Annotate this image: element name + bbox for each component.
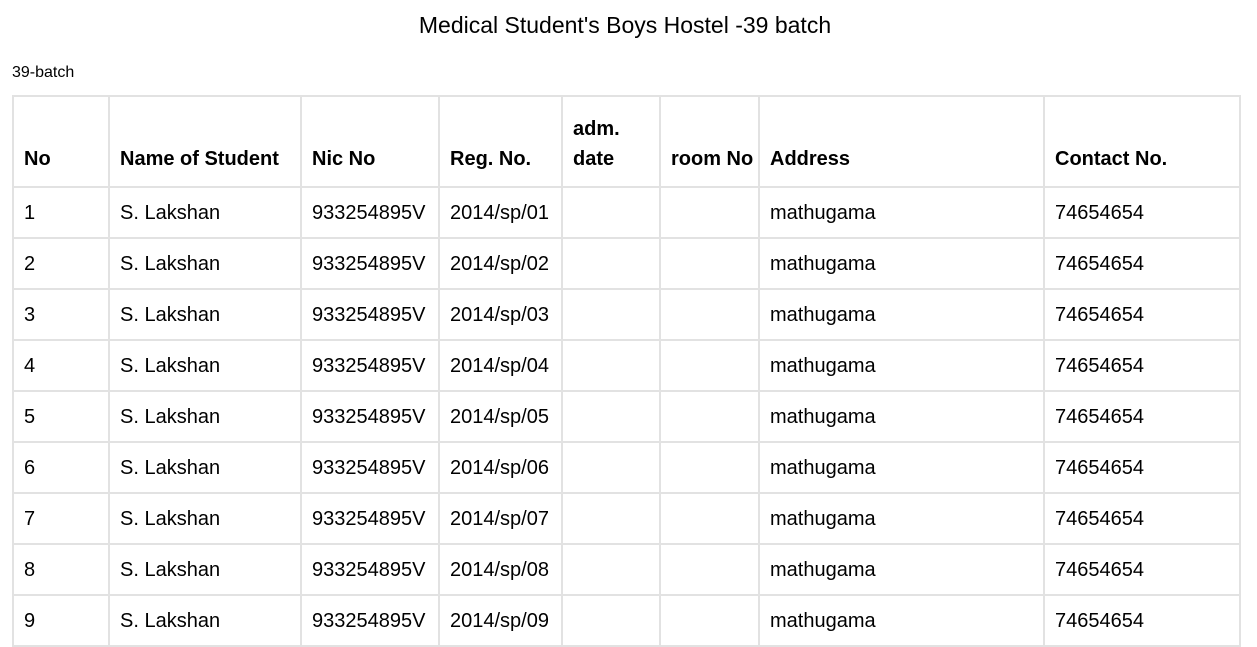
cell-contact: 74654654 — [1044, 442, 1240, 493]
header-contact: Contact No. — [1044, 96, 1240, 187]
cell-nic: 933254895V — [301, 187, 439, 238]
table-row — [13, 187, 1240, 238]
cell-name: S. Lakshan — [109, 493, 301, 544]
cell-room — [660, 340, 759, 391]
cell-nic: 933254895V — [301, 493, 439, 544]
cell-room — [660, 544, 759, 595]
cell-no: 5 — [13, 391, 109, 442]
cell-no: 7 — [13, 493, 109, 544]
cell-name: S. Lakshan — [109, 442, 301, 493]
cell-contact: 74654654 — [1044, 391, 1240, 442]
cell-room — [660, 493, 759, 544]
cell-reg: 2014/sp/04 — [439, 340, 562, 391]
table-row — [13, 340, 1240, 391]
table-row — [13, 391, 1240, 442]
header-row — [13, 96, 1240, 187]
cell-no: 1 — [13, 187, 109, 238]
header-reg: Reg. No. — [439, 96, 562, 187]
cell-adm-date — [562, 595, 660, 646]
cell-name: S. Lakshan — [109, 340, 301, 391]
table-row — [13, 544, 1240, 595]
table-row — [13, 238, 1240, 289]
page-title: Medical Student's Boys Hostel -39 batch — [418, 12, 832, 38]
cell-adm-date — [562, 544, 660, 595]
cell-reg: 2014/sp/05 — [439, 391, 562, 442]
cell-address: mathugama — [759, 289, 1044, 340]
cell-name: S. Lakshan — [109, 391, 301, 442]
cell-room — [660, 187, 759, 238]
cell-name: S. Lakshan — [109, 187, 301, 238]
header-room: room No — [660, 96, 759, 187]
cell-address: mathugama — [759, 544, 1044, 595]
cell-address: mathugama — [759, 187, 1044, 238]
table-row — [13, 493, 1240, 544]
cell-reg: 2014/sp/09 — [439, 595, 562, 646]
cell-no: 4 — [13, 340, 109, 391]
cell-contact: 74654654 — [1044, 289, 1240, 340]
cell-contact: 74654654 — [1044, 187, 1240, 238]
cell-address: mathugama — [759, 493, 1044, 544]
cell-no: 9 — [13, 595, 109, 646]
cell-address: mathugama — [759, 442, 1044, 493]
cell-address: mathugama — [759, 391, 1044, 442]
header-nic: Nic No — [301, 96, 439, 187]
cell-room — [660, 442, 759, 493]
cell-adm-date — [562, 442, 660, 493]
cell-address: mathugama — [759, 340, 1044, 391]
table-row — [13, 442, 1240, 493]
cell-no: 8 — [13, 544, 109, 595]
cell-room — [660, 238, 759, 289]
table-row — [13, 595, 1240, 646]
cell-nic: 933254895V — [301, 544, 439, 595]
header-adm-date: adm. date — [562, 96, 660, 187]
cell-address: mathugama — [759, 238, 1044, 289]
cell-room — [660, 289, 759, 340]
cell-reg: 2014/sp/07 — [439, 493, 562, 544]
cell-adm-date — [562, 238, 660, 289]
cell-adm-date — [562, 493, 660, 544]
cell-name: S. Lakshan — [109, 238, 301, 289]
cell-nic: 933254895V — [301, 238, 439, 289]
cell-address: mathugama — [759, 595, 1044, 646]
header-no: No — [13, 96, 109, 187]
cell-adm-date — [562, 391, 660, 442]
cell-no: 6 — [13, 442, 109, 493]
cell-adm-date — [562, 340, 660, 391]
cell-reg: 2014/sp/03 — [439, 289, 562, 340]
cell-room — [660, 595, 759, 646]
cell-no: 3 — [13, 289, 109, 340]
cell-contact: 74654654 — [1044, 493, 1240, 544]
cell-reg: 2014/sp/08 — [439, 544, 562, 595]
table-body — [13, 187, 1240, 646]
cell-name: S. Lakshan — [109, 289, 301, 340]
cell-contact: 74654654 — [1044, 340, 1240, 391]
cell-contact: 74654654 — [1044, 544, 1240, 595]
cell-name: S. Lakshan — [109, 544, 301, 595]
cell-reg: 2014/sp/06 — [439, 442, 562, 493]
cell-contact: 74654654 — [1044, 595, 1240, 646]
cell-nic: 933254895V — [301, 340, 439, 391]
cell-name: S. Lakshan — [109, 595, 301, 646]
header-name: Name of Student — [109, 96, 301, 187]
students-table-container — [12, 95, 1239, 647]
cell-reg: 2014/sp/02 — [439, 238, 562, 289]
cell-room — [660, 391, 759, 442]
cell-nic: 933254895V — [301, 289, 439, 340]
header-address: Address — [759, 96, 1044, 187]
cell-nic: 933254895V — [301, 391, 439, 442]
cell-nic: 933254895V — [301, 442, 439, 493]
cell-contact: 74654654 — [1044, 238, 1240, 289]
cell-no: 2 — [13, 238, 109, 289]
cell-nic: 933254895V — [301, 595, 439, 646]
cell-reg: 2014/sp/01 — [439, 187, 562, 238]
batch-label: 39-batch — [12, 64, 75, 81]
table-row — [13, 289, 1240, 340]
cell-adm-date — [562, 289, 660, 340]
students-table — [12, 95, 1241, 647]
cell-adm-date — [562, 187, 660, 238]
